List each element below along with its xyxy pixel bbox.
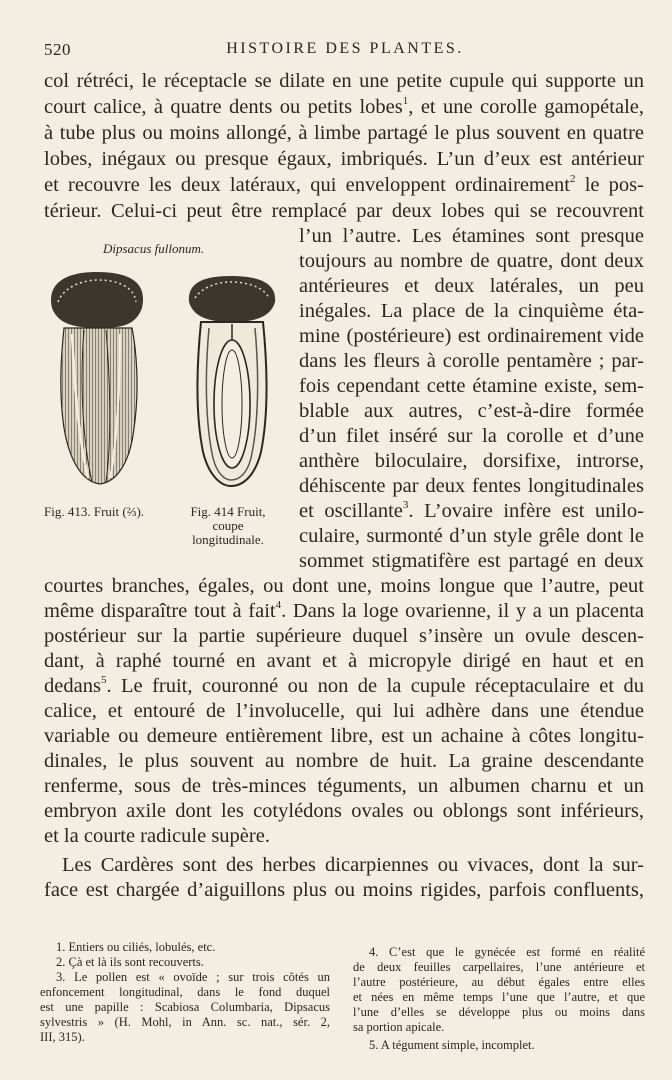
text-run: , et une corolle gamopétale, [408, 96, 644, 118]
body-line: à tube plus ou moins allongé, à limbe partagé le plus souvent en quatre [44, 122, 644, 144]
body-line: postérieur sur la partie supérieure duquel s’insère un ovule descen- [44, 625, 644, 647]
figure-species-label: Dipsacus fullonum. [103, 241, 205, 256]
footnote: 5. A tégument simple, incomplet. [369, 1038, 535, 1052]
body-line: calice, et entouré de l’involucelle, qui lui adhère dans une étendue [44, 700, 644, 722]
body-line [44, 172, 644, 198]
footnote: sylvestris » (H. Mohl, in Ann. sc. nat., sér. 2, [40, 1015, 330, 1029]
body-line [299, 498, 644, 524]
page-number: 520 [44, 40, 71, 59]
text-run: et recouvre les deux latéraux, qui enveloppent ordinairement [44, 174, 570, 196]
text-run: . L’ovaire infère est unilo- [408, 500, 644, 522]
text-run: dedans [44, 675, 101, 697]
text-run: le pos- [575, 174, 644, 196]
body-line: lobes, inégaux ou presque égaux, imbriqués. L’un d’eux est antérieur [44, 148, 644, 170]
fig-413-fruit-illustration [44, 268, 154, 490]
body-line: déhiscente par deux fentes longitudinales [299, 475, 644, 497]
body-line: embryon axile dont les cotylédons ovales ou oblongs sont inférieurs, [44, 800, 644, 822]
body-line: renferme, sous de très-minces téguments, un albumen charnu et un [44, 775, 644, 797]
text-run: même disparaître tout à fait [44, 600, 276, 622]
body-line: dant, à raphé tourné en avant et à micropyle dirigé en haut et en [44, 650, 644, 672]
footnote: sa portion apicale. [353, 1020, 445, 1034]
body-line [44, 94, 644, 120]
footnote-ref: 2 [570, 173, 576, 185]
footnote: l’autre postérieure, au début égales entre elles [353, 975, 645, 989]
text-run: court calice, à quatre dents ou petits lobes [44, 96, 403, 118]
body-line: col rétréci, le réceptacle se dilate en une petite cupule qui supporte un [44, 70, 644, 92]
body-line: blable aux autres, c’est-à-dire formée [299, 400, 644, 422]
body-line: antérieures et deux latérales, un peu [299, 275, 644, 297]
fig-414-caption: coupe [212, 518, 244, 533]
body-line: toujours au nombre de quatre, dont deux [299, 250, 644, 272]
running-title: HISTOIRE DES PLANTES. [226, 40, 464, 57]
fig-413-caption: Fig. 413. Fruit (⅔). [44, 504, 145, 519]
text-run: et oscillante [299, 500, 403, 522]
footnote: 1. Entiers ou ciliés, lobulés, etc. [56, 940, 216, 954]
footnote-ref: 5 [100, 674, 107, 686]
body-line: et la courte radicule supère. [44, 825, 270, 847]
footnote: III, 315). [40, 1030, 85, 1044]
body-line: dans les fleurs à corolle pentamère ; par- [299, 350, 644, 372]
body-line: mine (postérieure) est ordinairement vide [299, 325, 644, 347]
fig-414-caption: Fig. 414 Fruit, [190, 504, 266, 519]
body-line: courtes branches, égales, ou dont une, moins longue que l’autre, peut [44, 575, 644, 597]
body-line: dinales, le plus souvent au nombre de huit. La graine descendante [44, 750, 644, 772]
body-line: inégales. La place de la cinquième éta- [299, 300, 644, 322]
footnote-ref: 1 [402, 95, 409, 107]
body-line: fois cependant cette étamine existe, sem- [299, 375, 644, 397]
footnote: l’une d’elles se développe plus ou moins dans [353, 1005, 645, 1019]
footnote-ref: 3 [402, 499, 409, 511]
fig-414-caption: longitudinale. [192, 532, 264, 547]
footnote: de deux feuilles carpellaires, l’une antérieure et [353, 960, 645, 974]
body-line: térieur. Celui-ci peut être remplacé par deux lobes qui se recouvrent [44, 200, 644, 222]
body-line [44, 673, 644, 699]
body-line: anthère biloculaire, dorsifixe, introrse, [299, 450, 644, 472]
text-run: . Dans la loge ovarienne, il y a un placenta [281, 600, 644, 622]
footnote: 3. Le pollen est « ovoïde ; sur trois côtés un [56, 970, 330, 984]
footnote: et nées en même temps l’une que l’autre, et que [353, 990, 645, 1004]
body-line: variable ou demeure entièrement libre, est un achaine à côtes longitu- [44, 725, 644, 747]
body-line: l’un l’autre. Les étamines sont presque [299, 225, 644, 247]
text-run: . Le fruit, couronné ou non de la cupule réceptaculaire et du [106, 675, 644, 697]
body-line: d’un filet inséré sur la corolle et d’une [299, 425, 644, 447]
body-line: face est chargée d’aiguillons plus ou moins rigides, parfois confluents, [44, 879, 644, 901]
footnote: 2. Çà et là ils sont recouverts. [56, 955, 204, 969]
body-line: culaire, surmonté d’un style grêle dont le [299, 525, 644, 547]
footnote: 4. C’est que le gynécée est formé en réalité [369, 945, 645, 959]
footnote: enfoncement longitudinal, dans le fond duquel [40, 985, 330, 999]
footnote: est une papille : Scabiosa Columbaria, Dipsacus [40, 1000, 330, 1014]
body-line: Les Cardères sont des herbes dicarpiennes ou vivaces, dont la sur- [62, 854, 644, 876]
footnote-ref: 4 [275, 599, 282, 611]
fig-414-longitudinal-section-illustration [185, 272, 279, 490]
body-line [44, 598, 644, 624]
body-line: sommet stigmatifère est partagé en deux [299, 550, 644, 572]
